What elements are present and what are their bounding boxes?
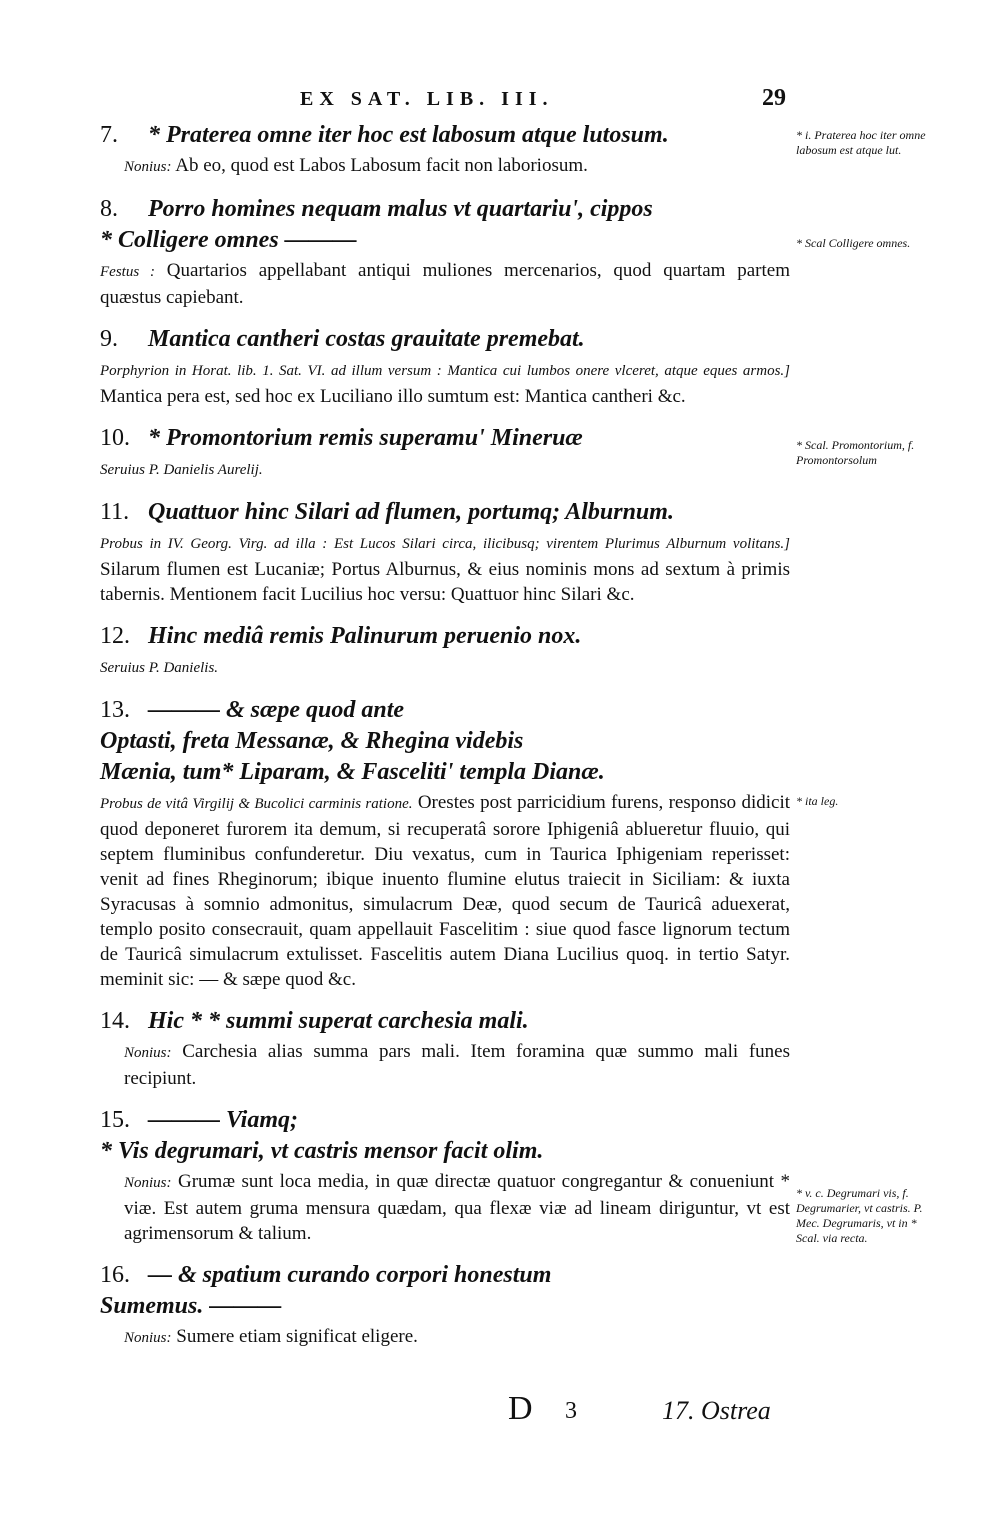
fragment-entry xyxy=(100,120,790,180)
fragment-entry xyxy=(100,497,790,607)
fragment-number: 16. xyxy=(100,1262,130,1288)
verse-line: Optasti, freta Messanæ, & Rhegina videbis xyxy=(100,728,524,754)
signature-number: 3 xyxy=(565,1398,577,1424)
fragment-number: 15. xyxy=(100,1107,130,1133)
main-text xyxy=(100,120,790,1365)
source-citation: Probus in IV. Georg. Virg. ad illa : Est Lucos Silari circa, ilicibusq; virentem Plurimus Alburnum volitans.] xyxy=(100,536,790,552)
verse-line: 16. — & spatium curando corpori honestum xyxy=(100,1260,790,1291)
source-citation: Seruius P. Danielis Aurelij. xyxy=(100,462,263,478)
source-citation: Nonius: xyxy=(124,1330,172,1346)
verse-line: 10. * Promontorium remis superamu' Mineruæ xyxy=(100,423,790,454)
page-footer xyxy=(0,1390,1000,1430)
verse-line: * Colligere omnes ——— xyxy=(100,227,357,253)
source-citation: Festus : xyxy=(100,264,155,280)
verse-line: Sumemus. ——— xyxy=(100,1293,282,1319)
fragment-number: 12. xyxy=(100,623,130,649)
verse-line: Mænia, tum* Liparam, & Fasceliti' templa Dianæ. xyxy=(100,759,605,785)
fragment-entry xyxy=(100,1260,790,1351)
fragment-number: 7. xyxy=(100,122,118,148)
margin-note: * i. Praterea hoc iter omne labosum est atque lut. xyxy=(796,128,926,157)
commentary: Nonius: Grumæ sunt loca media, in quæ directæ quatuor congregantur & conueniunt * viæ. Est autem gruma mensura quædam, qua flexæ viæ ad lineam diriguntur, vt est agrimensorum & talium. xyxy=(124,1171,791,1244)
fragment-number: 11. xyxy=(100,499,130,525)
source-citation: Seruius P. Danielis. xyxy=(100,660,219,676)
verse-line: 8. Porro homines nequam malus vt quartariu', cippos xyxy=(100,194,790,225)
verse-line: 13. ——— & sæpe quod ante xyxy=(100,695,790,726)
margin-note: * Scal Colligere omnes. xyxy=(796,236,911,250)
source-citation: Probus de vitâ Virgilij & Bucolici carminis ratione. xyxy=(100,796,413,812)
verse-line: 12. Hinc mediâ remis Palinurum peruenio nox. xyxy=(100,621,790,652)
margin-note: * ita leg. xyxy=(796,794,839,808)
source-citation: Porphyrion in Horat. lib. 1. Sat. VI. ad illum versum : Mantica cui lumbos onere vlceret, atque eques armos.] xyxy=(100,363,790,379)
verse-line: 11. Quattuor hinc Silari ad flumen, portumq; Alburnum. xyxy=(100,497,790,528)
margin-note: * Scal. Promontorium, f. Promontorsolum xyxy=(796,438,915,467)
verse-line: 7. * Praterea omne iter hoc est labosum atque lutosum. xyxy=(100,120,790,151)
fragment-number: 13. xyxy=(100,697,130,723)
fragment-number: 9. xyxy=(100,326,118,352)
fragment-entry xyxy=(100,194,790,310)
commentary xyxy=(100,456,790,483)
fragment-number: 14. xyxy=(100,1008,130,1034)
commentary: Porphyrion in Horat. lib. 1. Sat. VI. ad illum versum : Mantica cui lumbos onere vlceret, atque eques armos.] Mantica pera est, sed hoc ex Luciliano illo sumtum est: Mantica cantheri &c. xyxy=(100,363,790,407)
source-citation: Nonius: xyxy=(124,159,172,175)
margin-note: * v. c. Degrumari vis, f. Degrumarier, vt castris. P. Mec. Degrumaris, vt in * Scal. via recta. xyxy=(796,1186,923,1245)
commentary xyxy=(100,654,790,681)
fragment-entry xyxy=(100,423,790,483)
page-number: 29 xyxy=(762,85,786,111)
verse-line: 14. Hic * * summi superat carchesia mali. xyxy=(100,1006,790,1037)
running-head: EX SAT. LIB. III. xyxy=(300,88,554,110)
source-citation: Nonius: xyxy=(124,1045,172,1061)
fragment-number: 8. xyxy=(100,196,118,222)
commentary: Probus de vitâ Virgilij & Bucolici carminis ratione. Orestes post parricidium furens, responso didicit quod deponeret furorem ita demum, si recuperatâ sorore Iphigeniâ ablueretur fluuio, qui septem fluminibus confunderetur. Diu vexatus, cum in Taurica Iphigeniam reperisset: venit ad fines Rheginorum; ibique inuento flumine elutus traiecit in Siciliam: & iuxta Syracusas à somnio admonitus, simulacrum Deæ, quod secum de Tauricâ aduexerat, templo posito consecrauit, quam appellauit Fascelitim : siue quod fasce lignorum tectum de Tauricâ simulacrum extulisset. Fascelitis autem Diana Lucilius quoq. in tertio Satyr. meminit sic: — & sæpe quod &c. xyxy=(100,792,791,990)
source-citation: Nonius: xyxy=(124,1175,172,1191)
fragment-entry xyxy=(100,1006,790,1091)
commentary: Nonius: Carchesia alias summa pars mali. Item foramina quæ summo mali funes recipiunt. xyxy=(124,1041,791,1089)
commentary: Nonius: Sumere etiam significat eligere. xyxy=(124,1326,418,1347)
fragment-entry xyxy=(100,695,790,992)
fragment-entry xyxy=(100,1105,790,1246)
verse-line: 9. Mantica cantheri costas grauitate premebat. xyxy=(100,324,790,355)
fragment-number: 10. xyxy=(100,425,130,451)
verse-line: 15. ——— Viamq; xyxy=(100,1105,790,1136)
signature-mark: D xyxy=(508,1390,533,1427)
commentary: Nonius: Ab eo, quod est Labos Labosum facit non laboriosum. xyxy=(124,155,588,176)
commentary: Festus : Quartarios appellabant antiqui muliones mercenarios, quod quartam partem quæstus capiebant. xyxy=(100,260,790,308)
catchword: 17. Ostrea xyxy=(662,1396,771,1425)
fragment-entry xyxy=(100,621,790,681)
verse-line: * Vis degrumari, vt castris mensor facit olim. xyxy=(100,1138,544,1164)
commentary: Probus in IV. Georg. Virg. ad illa : Est Lucos Silari circa, ilicibusq; virentem Plurimus Alburnum volitans.] Silarum flumen est Lucaniæ; Portus Alburnus, & eius nominis mons ad sextum à primis tabernis. Mentionem facit Lucilius hoc versu: Quattuor hinc Silari &c. xyxy=(100,536,790,605)
fragment-entry xyxy=(100,324,790,409)
